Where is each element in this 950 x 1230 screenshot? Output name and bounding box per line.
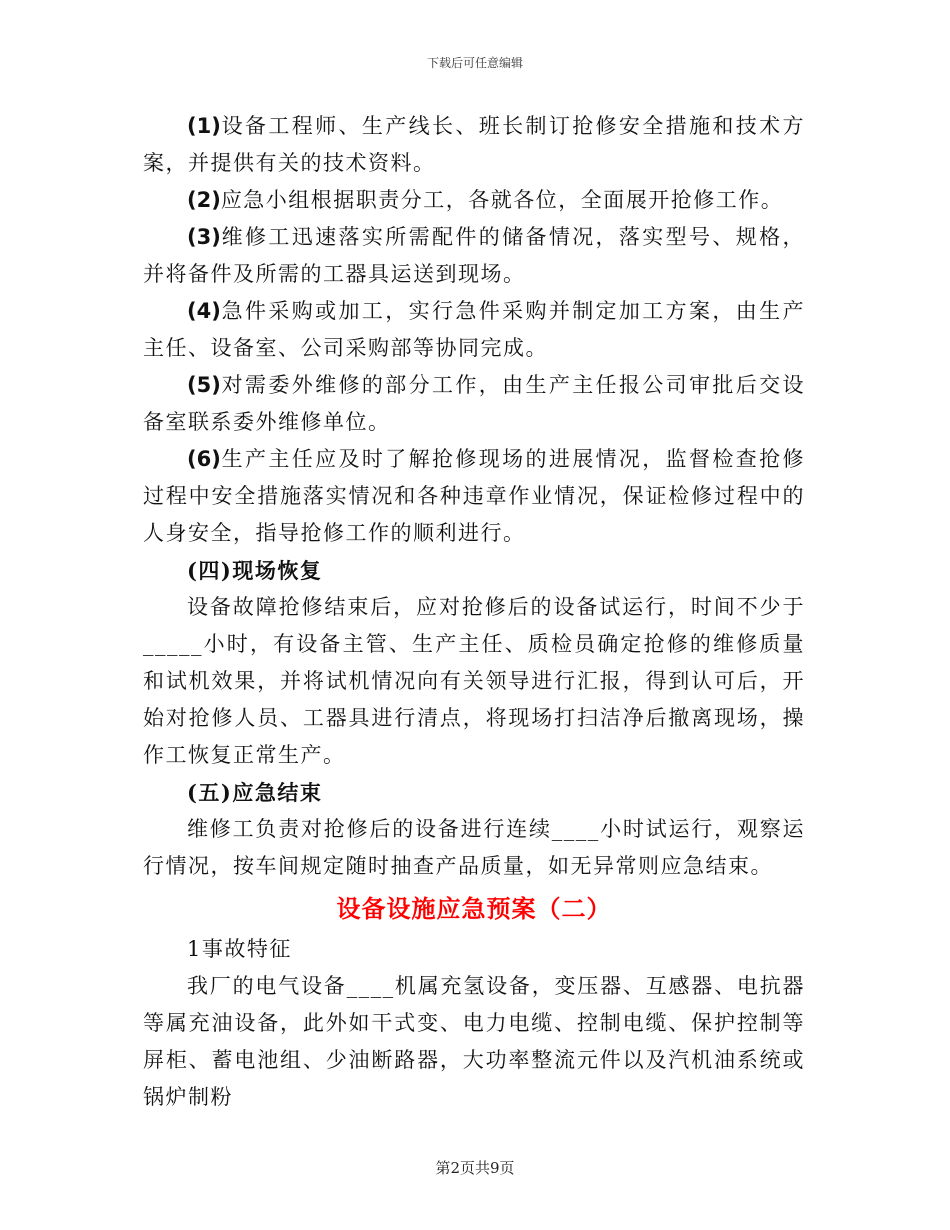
item-number: (3) bbox=[187, 225, 221, 249]
section-heading-emergency-end: (五)应急结束 bbox=[187, 780, 323, 805]
item-number: (5) bbox=[187, 373, 221, 397]
plan-text: 我厂的电气设备____机属充氢设备，变压器、互感器、电抗器等属充油设备，此外如干式变、电力电缆、控制电缆、保护控制等屏柜、蓄电池组、少油断路器，大功率整流元件以及汽机油系统或锅炉制粉 bbox=[143, 974, 805, 1109]
page-header-note: 下载后可任意编辑 bbox=[426, 56, 523, 70]
list-item-6 bbox=[143, 441, 805, 552]
item-text: 维修工迅速落实所需配件的储备情况，落实型号、规格，并将备件及所需的工器具运送到现场。 bbox=[143, 225, 805, 286]
item-number: (1) bbox=[187, 114, 221, 138]
item-text: 急件采购或加工，实行急件采购并制定加工方案，由生产主任、设备室、公司采购部等协同完成。 bbox=[143, 299, 805, 360]
list-item-1 bbox=[143, 108, 805, 182]
item-text: 应急小组根据职责分工，各就各位，全面展开抢修工作。 bbox=[220, 188, 784, 212]
section-text-site-recovery: 设备故障抢修结束后，应对抢修后的设备试运行，时间不少于_____小时，有设备主管、生产主任、质检员确定抢修的维修质量和试机效果，并将试机情况向有关领导进行汇报，得到认可后，开始对抢修人员、工器具进行清点，将现场打扫洁净后撤离现场，操作工恢复正常生产。 bbox=[143, 595, 805, 767]
list-item-4 bbox=[143, 293, 805, 367]
item-text: 对需委外维修的部分工作，由生产主任报公司审批后交设备室联系委外维修单位。 bbox=[143, 373, 805, 434]
page-footer-number: 第2页共9页 bbox=[435, 1159, 515, 1177]
document-body bbox=[143, 108, 805, 1116]
item-text: 生产主任应及时了解抢修现场的进展情况，监督检查抢修过程中安全措施落实情况和各种违章作业情况，保证检修过程中的人身安全，指导抢修工作的顺利进行。 bbox=[143, 447, 805, 545]
list-item-3 bbox=[143, 219, 805, 293]
list-item-2 bbox=[143, 182, 805, 219]
item-number: (2) bbox=[187, 188, 221, 212]
item-text: 设备工程师、生产线长、班长制订抢修安全措施和技术方案，并提供有关的技术资料。 bbox=[143, 114, 805, 175]
section-heading-site-recovery: (四)现场恢复 bbox=[187, 558, 323, 583]
item-number: (6) bbox=[187, 447, 221, 471]
plan-title: 设备设施应急预案（二） bbox=[336, 894, 612, 923]
list-item-5 bbox=[143, 367, 805, 441]
section-text-emergency-end: 维修工负责对抢修后的设备进行连续____小时试运行，观察运行情况，按车间规定随时抽查产品质量，如无异常则应急结束。 bbox=[143, 817, 805, 878]
item-number: (4) bbox=[187, 299, 221, 323]
plan-subheading: 1事故特征 bbox=[187, 937, 292, 961]
